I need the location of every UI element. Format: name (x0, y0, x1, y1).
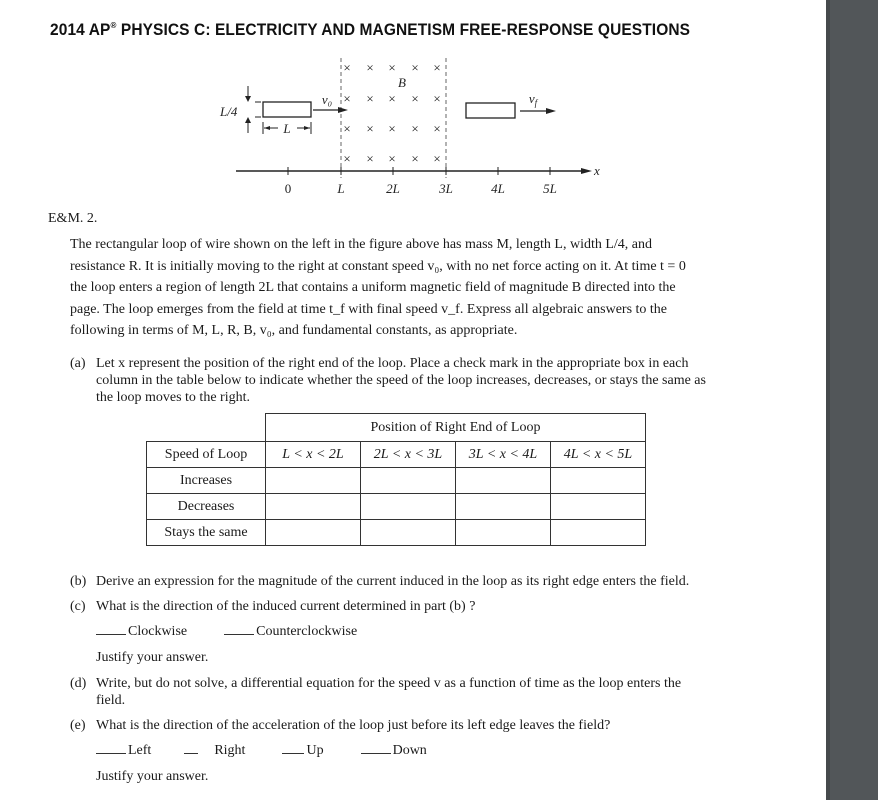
row-header-label: Speed of Loop (147, 442, 266, 468)
row-label: Increases (147, 468, 266, 494)
field-x-marker: × (433, 60, 441, 75)
part-c-options (96, 621, 357, 642)
checkbox-cell[interactable] (361, 520, 456, 546)
field-x-marker: × (433, 91, 441, 106)
intro-line: following in terms of M, L, R, B, v₀, and fundamental constants, as appropriate. (70, 323, 518, 338)
option-down[interactable]: Down (361, 743, 427, 758)
field-x-marker: × (343, 121, 351, 136)
field-x-marker: × (366, 60, 374, 75)
field-x-marker: × (343, 60, 351, 75)
field-x-marker: × (388, 121, 396, 136)
part-e-justify: Justify your answer. (96, 769, 209, 784)
table-row (147, 520, 646, 546)
table-corner (147, 414, 266, 442)
field-x-marker: × (366, 151, 374, 166)
table-row (147, 468, 646, 494)
row-label: Stays the same (147, 520, 266, 546)
table-group-header: Position of Right End of Loop (266, 414, 646, 442)
field-x-marker: × (433, 121, 441, 136)
part-b (70, 573, 776, 590)
loop-width-label: L/4 (220, 104, 238, 119)
field-x-marker: × (411, 151, 419, 166)
part-b-text: Derive an expression for the magnitude of the current induced in the loop as its right edge enters the field. (96, 574, 690, 589)
final-loop (466, 103, 515, 118)
checkbox-cell[interactable] (361, 468, 456, 494)
field-x-marker: × (343, 151, 351, 166)
initial-speed-label: v₀ (321, 92, 333, 107)
option-clockwise[interactable]: Clockwise (96, 624, 187, 639)
question-intro (70, 234, 770, 342)
part-d-line: Write, but do not solve, a differential equation for the speed v as a function of time as the loop enters the (96, 676, 682, 691)
field-x-marker: × (366, 121, 374, 136)
registered-mark: ® (110, 20, 117, 30)
axis-label: x (594, 163, 600, 178)
intro-line: the loop enters a region of length 2L that contains a uniform magnetic field of magnitude B directed into the (70, 280, 676, 295)
part-e (70, 717, 776, 734)
column-header: 3L < x < 4L (456, 442, 551, 468)
axis-tick-label: 2L (386, 181, 400, 196)
part-d-label: (d) (70, 676, 87, 691)
final-speed-label: $v_f$ (528, 91, 538, 108)
loop-length-label: L (283, 121, 291, 136)
field-x-marker: × (411, 91, 419, 106)
part-e-text: What is the direction of the acceleration of the loop just before its left edge leaves the field? (96, 718, 611, 733)
intro-line: The rectangular loop of wire shown on the left in the figure above has mass M, length L, width L/4, and (70, 237, 653, 252)
checkbox-cell[interactable] (361, 494, 456, 520)
part-c-justify: Justify your answer. (96, 650, 209, 665)
axis-tick-label: 4L (491, 181, 505, 196)
checkbox-cell[interactable] (456, 520, 551, 546)
field-x-marker: × (411, 121, 419, 136)
speed-position-table (146, 413, 646, 546)
field-x-marker: × (388, 151, 396, 166)
axis-tick-label: L (337, 181, 345, 196)
field-x-marker: × (388, 91, 396, 106)
row-label: Decreases (147, 494, 266, 520)
part-c (70, 598, 776, 615)
part-a-line: the loop moves to the right. (96, 390, 250, 405)
checkbox-cell[interactable] (266, 468, 361, 494)
option-right[interactable]: Right (184, 743, 245, 758)
loop-field-diagram (0, 0, 826, 200)
checkbox-cell[interactable] (266, 494, 361, 520)
option-up[interactable]: Up (282, 743, 323, 758)
checkbox-cell[interactable] (266, 520, 361, 546)
viewer-panel-edge (826, 0, 830, 800)
viewer-side-panel (826, 0, 878, 800)
intro-line: resistance R. It is initially moving to the right at constant speed v₀, with no net force acting on it. At time t = 0 (70, 258, 686, 274)
magnetic-field-into-page-markers (343, 60, 440, 166)
part-d-line: field. (96, 693, 126, 708)
checkbox-cell[interactable] (456, 468, 551, 494)
field-x-marker: × (388, 60, 396, 75)
part-a-line: column in the table below to indicate whether the speed of the loop increases, decreases, or stays the same as (96, 373, 706, 388)
checkbox-cell[interactable] (551, 494, 646, 520)
field-x-marker: × (366, 91, 374, 106)
column-header: 2L < x < 3L (361, 442, 456, 468)
table-header-row (147, 442, 646, 468)
part-d (70, 675, 776, 709)
part-e-label: (e) (70, 718, 86, 733)
initial-loop (263, 102, 311, 117)
table-row (147, 494, 646, 520)
field-label: B (398, 75, 406, 90)
checkbox-cell[interactable] (551, 520, 646, 546)
column-header: 4L < x < 5L (551, 442, 646, 468)
field-x-marker: × (343, 91, 351, 106)
field-x-marker: × (433, 151, 441, 166)
axis-tick-label: 0 (284, 181, 292, 196)
part-a-label: (a) (70, 356, 86, 371)
part-a (70, 355, 776, 406)
question-number: E&M. 2. (48, 211, 98, 226)
axis-tick-label: 3L (439, 181, 453, 196)
option-left[interactable]: Left (96, 743, 151, 758)
intro-line: page. The loop emerges from the field at time t_f with final speed v_f. Express all algebraic answers to the (70, 301, 668, 317)
field-x-marker: × (411, 60, 419, 75)
option-counterclockwise[interactable]: Counterclockwise (224, 624, 357, 639)
part-c-text: What is the direction of the induced current determined in part (b) ? (96, 599, 476, 614)
part-b-label: (b) (70, 574, 87, 589)
checkbox-cell[interactable] (456, 494, 551, 520)
part-e-options (96, 740, 427, 761)
part-a-line: Let x represent the position of the right end of the loop. Place a check mark in the appropriate box in each (96, 356, 689, 371)
axis-tick-label: 5L (543, 181, 557, 196)
checkbox-cell[interactable] (551, 468, 646, 494)
part-c-label: (c) (70, 599, 86, 614)
header-title-prefix: 2014 AP (50, 21, 111, 40)
column-header: L < x < 2L (266, 442, 361, 468)
header-title-suffix: PHYSICS C: ELECTRICITY AND MAGNETISM FREE-RESPONSE QUESTIONS (120, 21, 691, 40)
